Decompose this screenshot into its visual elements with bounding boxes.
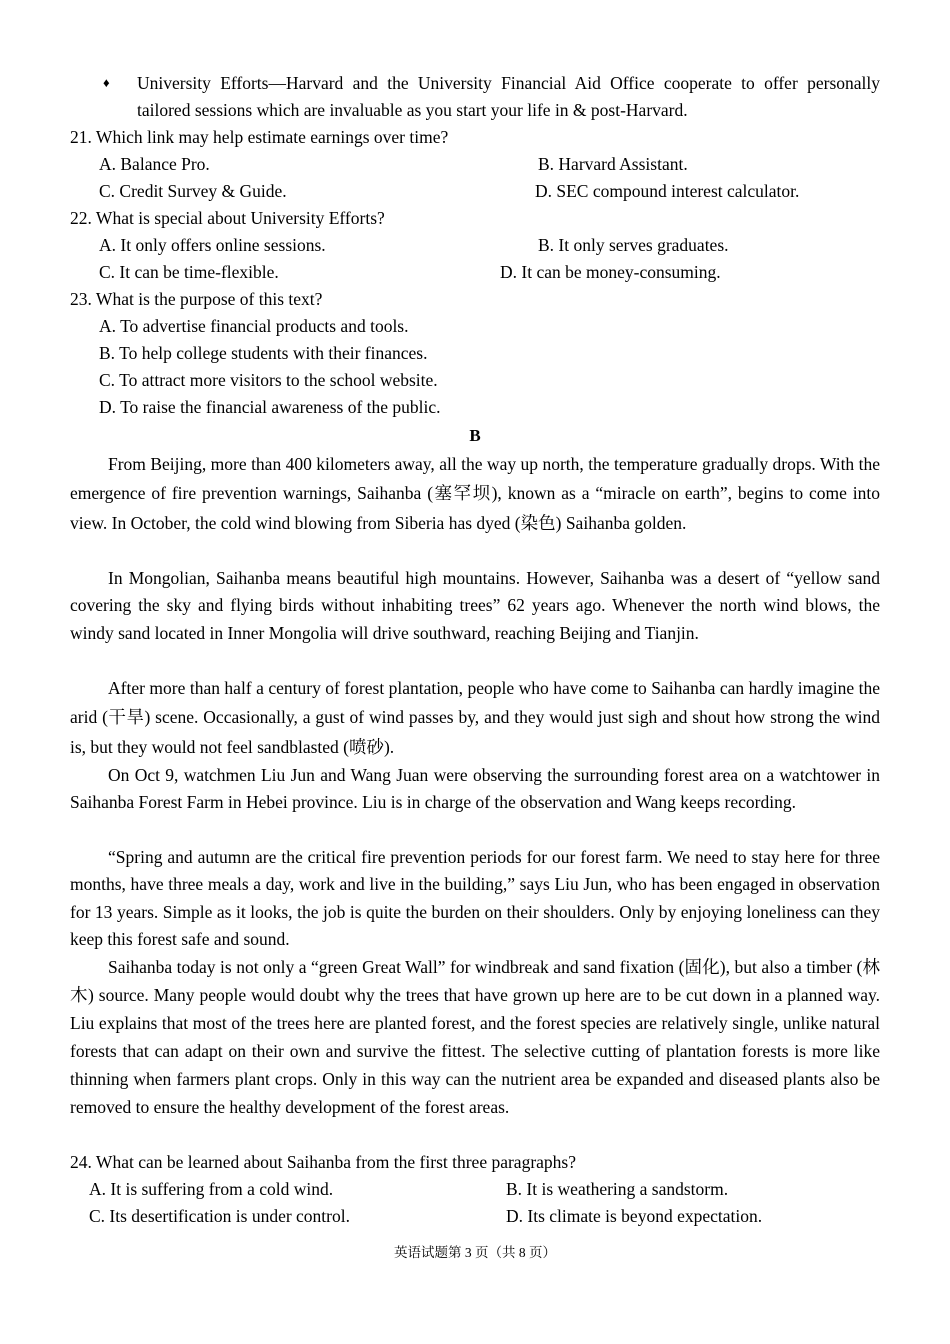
- question-23-option-b: B. To help college students with their finances.: [99, 343, 428, 363]
- passage-paragraph-1: From Beijing, more than 400 kilometers away, all the way up north, the temperature gradually drops. With the emergence of fire prevention warnings, Saihanba (塞罕坝), known as a “miracle on earth”, begins to come into view. In October, the cold wind blowing from Siberia has dyed (染色) Saihanba golden.: [70, 454, 880, 533]
- section-b-heading: B: [469, 426, 481, 445]
- question-23-option-d: D. To raise the financial awareness of the public.: [99, 397, 441, 417]
- question-24-stem: 24. What can be learned about Saihanba from the first three paragraphs?: [70, 1152, 576, 1172]
- question-21-option-c: C. Credit Survey & Guide.: [99, 181, 287, 201]
- question-22-option-d: D. It can be money-consuming.: [500, 262, 721, 282]
- question-24-option-d: D. Its climate is beyond expectation.: [506, 1206, 763, 1226]
- question-24-option-c: C. Its desertification is under control.: [89, 1206, 350, 1226]
- passage-paragraph-5: “Spring and autumn are the critical fire prevention periods for our forest farm. We need to stay here for three months, have three meals a day, work and live in the building,” says Liu Jun, who has been engaged in observation for 13 years. Simple as it looks, the job is quite the burden on their shoulders. Only by enjoying loneliness can they keep this forest safe and sound.: [70, 847, 880, 949]
- bullet-diamond-icon: ♦: [103, 75, 110, 90]
- bullet-item-university-efforts: University Efforts—Harvard and the University Financial Aid Office cooperate to offer personally tailored sessions which are invaluable as you start your life in & post-Harvard.: [137, 73, 880, 120]
- question-22-option-c: C. It can be time-flexible.: [99, 262, 279, 282]
- passage-paragraph-2: In Mongolian, Saihanba means beautiful high mountains. However, Saihanba was a desert of “yellow sand covering the sky and flying birds without inhabiting trees” 62 years ago. Whenever the north wind blows, the windy sand located in Inner Mongolia will drive southward, reaching Beijing and Tianjin.: [70, 568, 880, 643]
- question-22-option-a: A. It only offers online sessions.: [99, 235, 326, 255]
- passage-paragraph-6: Saihanba today is not only a “green Great Wall” for windbreak and sand fixation (固化), but also a timber (林木) source. Many people would doubt why the trees that have grown up here are to be cut down in a planned way. Liu explains that most of the trees here are planted forest, and the forest species are relatively single, unlike natural forests that can adapt on their own and survive the fittest. The selective cutting of plantation forests is more like thinning when farmers plant crops. Only in this way can the nutrient area be expanded and diseased plants also be removed to ensure the healthy development of the forest areas.: [70, 957, 880, 1118]
- question-23-stem: 23. What is the purpose of this text?: [70, 289, 323, 309]
- passage-paragraph-4: On Oct 9, watchmen Liu Jun and Wang Juan were observing the surrounding forest area on a watchtower in Saihanba Forest Farm in Hebei province. Liu is in charge of the observation and Wang keeps recording.: [70, 765, 880, 813]
- question-21-stem: 21. Which link may help estimate earnings over time?: [70, 127, 449, 147]
- page-footer: 英语试题第 3 页（共 8 页）: [394, 1245, 556, 1260]
- question-23-option-a: A. To advertise financial products and tools.: [99, 316, 409, 336]
- question-21-option-b: B. Harvard Assistant.: [538, 154, 688, 174]
- question-21-option-d: D. SEC compound interest calculator.: [535, 181, 800, 201]
- question-22-stem: 22. What is special about University Efforts?: [70, 208, 385, 228]
- question-23-option-c: C. To attract more visitors to the school website.: [99, 370, 438, 390]
- question-24-option-a: A. It is suffering from a cold wind.: [89, 1179, 334, 1199]
- question-22-option-b: B. It only serves graduates.: [538, 235, 729, 255]
- question-24-option-b: B. It is weathering a sandstorm.: [506, 1179, 729, 1199]
- passage-paragraph-3: After more than half a century of forest plantation, people who have come to Saihanba can hardly imagine the arid (干旱) scene. Occasionally, a gust of wind passes by, and they would just sigh and shout how strong the wind is, but they would not feel sandblasted (喷砂).: [70, 678, 880, 757]
- question-21-option-a: A. Balance Pro.: [99, 154, 210, 174]
